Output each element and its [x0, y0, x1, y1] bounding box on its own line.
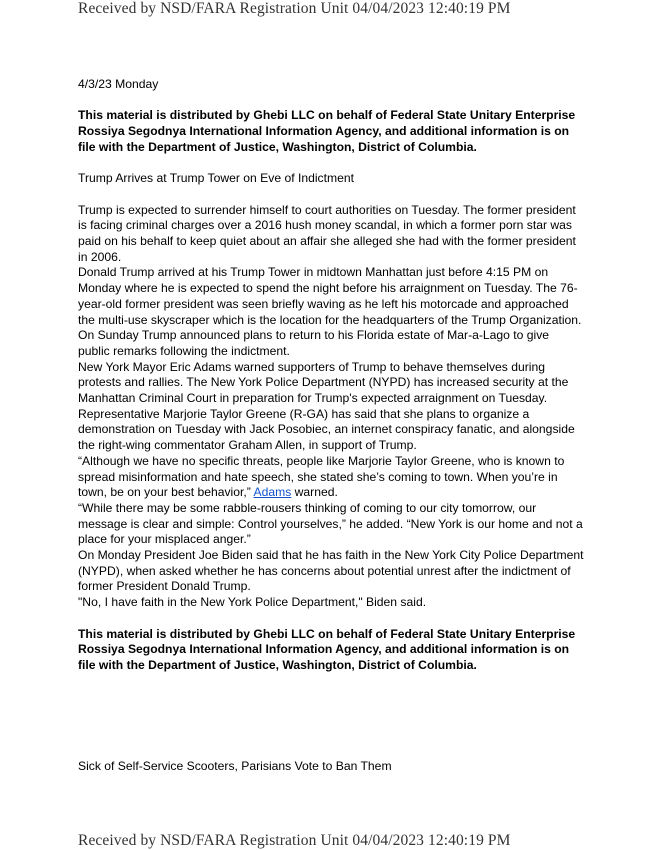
document-body — [78, 77, 584, 775]
article-paragraph: New York Mayor Eric Adams warned supporters of Trump to behave themselves during protests and rallies. The New York Police Department (NYPD) has increased security at the Manhattan Criminal Court in preparation for Trump's expected arraignment on Tuesday. — [78, 359, 569, 406]
fara-received-stamp-top: Received by NSD/FARA Registration Unit 04/04/2023 12:40:19 PM — [78, 0, 511, 17]
article-headline-2: Sick of Self-Service Scooters, Parisians Vote to Ban Them — [78, 759, 392, 774]
article-quote-paragraph — [78, 454, 584, 501]
article-paragraph: “While there may be some rabble-rousers thinking of coming to our city tomorrow, our message is clear and simple: Control yourselves,” he added. “New York is our home and not a place for your misplaced anger.” — [78, 500, 583, 547]
article-paragraph: On Sunday Trump announced plans to return to his Florida estate of Mar-a-Lago to give public remarks following the indictment. — [78, 328, 550, 358]
quote-text-end: warned. — [291, 485, 338, 500]
article-paragraph: Donald Trump arrived at his Trump Tower in midtown Manhattan just before 4:15 PM on Monday where he is expected to spend the night before his arraignment on Tuesday. The 76-year-old former president was seen briefly waving as he left his motorcade and approached the multi-use skyscraper which is the location for the headquarters of the Trump Organization. — [78, 265, 582, 327]
quote-text: “Although we have no specific threats, people like Marjorie Taylor Greene, who is known to spread misinformation and hate speech, she stated she’s coming to town. When you’re in town, be on your best behavior,” — [78, 453, 565, 500]
distribution-notice: This material is distributed by Ghebi LLC on behalf of Federal State Unitary Enterprise Rossiya Segodnya International Information Agency, and additional information is on file with the Department of Justice, Washington, District of Columbia. — [78, 108, 576, 154]
article-paragraph: Representative Marjorie Taylor Greene (R-GA) has said that she plans to organize a demonstration on Tuesday with Jack Posobiec, an internet conspiracy fanatic, and alongside the right-wing commentator Graham Allen, in support of Trump. — [78, 406, 575, 453]
page-spacer — [78, 689, 584, 759]
distribution-notice-repeat: This material is distributed by Ghebi LLC on behalf of Federal State Unitary Enterprise Rossiya Segodnya International Information Agency, and additional information is on file with the Department of Justice, Washington, District of Columbia. — [78, 626, 576, 672]
article-paragraph: Trump is expected to surrender himself to court authorities on Tuesday. The former president is facing criminal charges over a 2016 hush money scandal, in which a former porn star was paid on his behalf to keep quiet about an affair she alleged she had with the former president in 2006. — [78, 202, 576, 264]
date-line: 4/3/23 Monday — [78, 77, 159, 91]
fara-received-stamp-bottom: Received by NSD/FARA Registration Unit 04/04/2023 12:40:19 PM — [78, 832, 511, 849]
article-paragraph: On Monday President Joe Biden said that he has faith in the New York City Police Department (NYPD), when asked whether he has concerns about potential unrest after the indictment of former President Donald Trump. — [78, 548, 584, 594]
article-paragraph: "No, I have faith in the New York Police Department," Biden said. — [78, 595, 427, 610]
adams-link[interactable]: Adams — [253, 485, 292, 500]
article-headline: Trump Arrives at Trump Tower on Eve of Indictment — [78, 171, 354, 186]
